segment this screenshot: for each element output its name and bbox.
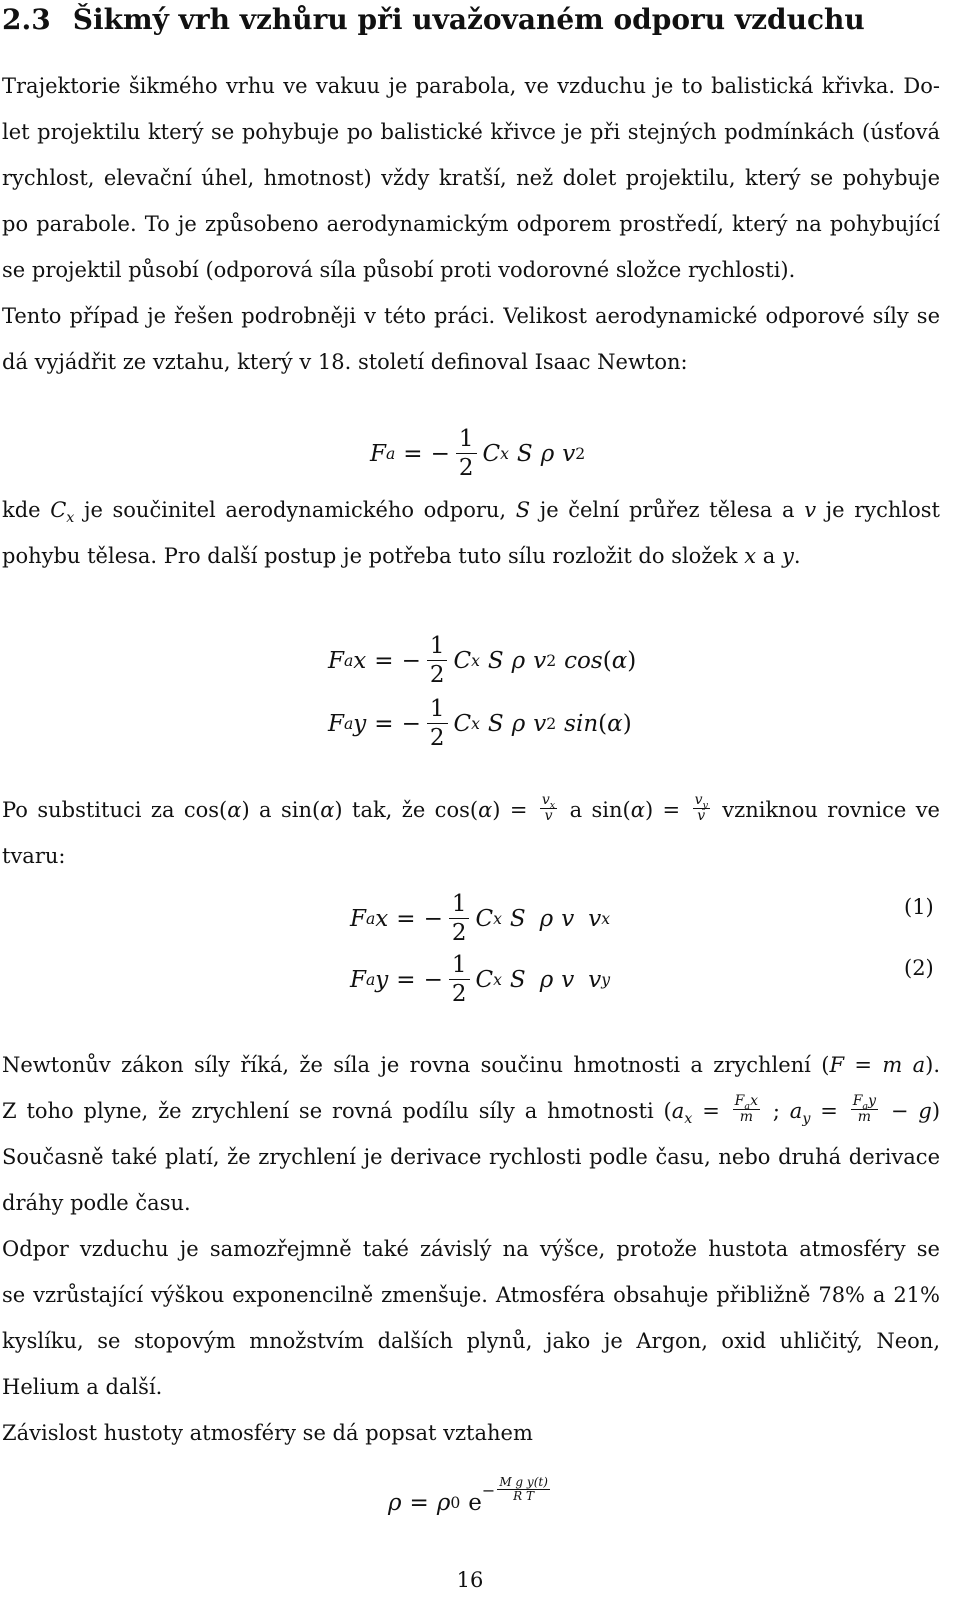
paragraph-line: Tento případ je řešen podrobněji v této práci. Velikost aerodynamické odporové síly se	[2, 304, 940, 328]
equation-number: (1)	[904, 895, 934, 919]
paragraph-line: kde $C_x$ je součinitel aerodynamického odporu, S je čelní průřez tělesa a v je rychlost	[2, 498, 940, 527]
paragraph-line: kyslíku, se stopovým množstvím dalších plynů, jako je Argon, oxid uhličitý, Neon,	[2, 1329, 940, 1353]
paragraph-line: let projektilu který se pohybuje po balistické křivce je při stejných podmínkách (úsťová	[2, 120, 940, 144]
section-number: 2.3	[2, 3, 51, 36]
paragraph-line: se vzrůstající výškou exponencilně zmenšuje. Atmosféra obsahuje přibližně 78% a 21%	[2, 1283, 940, 1307]
section-title: Šikmý vrh vzhůru při uvažovaném odporu vzduchu	[72, 3, 865, 36]
equation-number: (2)	[904, 956, 934, 980]
paragraph-line: Trajektorie šikmého vrhu ve vakuu je parabola, ve vzduchu je to balistická křivka. Do-	[2, 74, 940, 98]
equation-drag-force: F a = − $\frac{1}{2}$ C x S ρ v 2	[370, 426, 586, 481]
paragraph-line: Současně také platí, že zrychlení je derivace rychlosti podle času, nebo druhá derivace	[2, 1145, 940, 1169]
paragraph-line: Po substituci za cos(α) a sin(α) tak, že cos(α) = $\frac{v_x}{v}$ a sin(α) = $\frac{v_y}{v}$ vzniknou rovnice ve	[2, 792, 940, 824]
paragraph-line: Newtonův zákon síly říká, že síla je rovna součinu hmotnosti a zrychlení (F = m a).	[2, 1053, 941, 1077]
paragraph-line: Závislost hustoty atmosféry se dá popsat vztahem	[2, 1421, 533, 1445]
equation-2: F a y = − $\frac{1}{2}$ C x S ρ v v y	[350, 952, 611, 1007]
paragraph-line: tvaru:	[2, 844, 66, 868]
paragraph-line: po parabole. To je způsobeno aerodynamickým odporem prostředí, který na pohybující	[2, 212, 940, 236]
equation-density: ρ = ρ 0 e − $\frac{\text{M g y(t)}}{\text{R T}}$	[388, 1474, 548, 1516]
paragraph-line: dráhy podle času.	[2, 1191, 191, 1215]
page-number: 16	[456, 1568, 484, 1592]
paragraph-line: rychlost, elevační úhel, hmotnost) vždy kratší, než dolet projektilu, který se pohybuje	[2, 166, 940, 190]
paragraph-line: Z toho plyne, že zrychlení se rovná podílu síly a hmotnosti ($a_x$ = $\frac{F_ax}{m}$ ; $a_y$ = $\frac{F_ay}{m}$ − g)	[2, 1093, 941, 1128]
paragraph-line: Helium a další.	[2, 1375, 163, 1399]
equation-fay-sin: F a y = − $\frac{1}{2}$ C x S ρ v 2 sin ( α )	[328, 696, 632, 751]
paragraph-line: Odpor vzduchu je samozřejmně také závislý na výšce, protože hustota atmosféry se	[2, 1237, 940, 1261]
section-heading	[2, 2, 865, 38]
equation-1: F a x = − $\frac{1}{2}$ C x S ρ v v x	[350, 891, 611, 946]
paragraph-line: pohybu tělesa. Pro další postup je potřeba tuto sílu rozložit do složek x a y.	[2, 544, 801, 568]
paragraph-line: dá vyjádřit ze vztahu, který v 18. století definoval Isaac Newton:	[2, 350, 688, 374]
paragraph-line: se projektil působí (odporová síla působí proti vodorovné složce rychlosti).	[2, 258, 796, 282]
equation-fax-cos: F a x = − $\frac{1}{2}$ C x S ρ v 2 cos ( α )	[328, 633, 637, 688]
